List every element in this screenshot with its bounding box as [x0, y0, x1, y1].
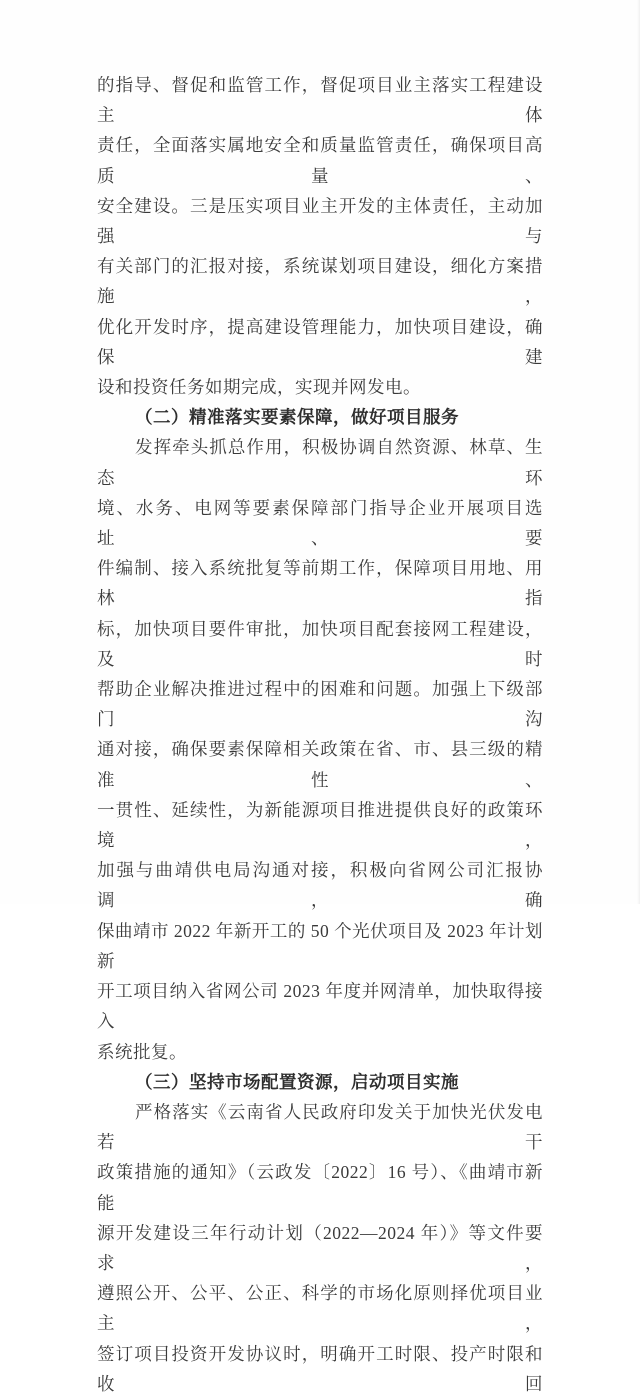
- text-line: 源开发建设三年行动计划（2022—2024 年）》等文件要求，: [97, 1222, 543, 1273]
- section-heading-2: （二）精准落实要素保障，做好项目服务: [135, 407, 459, 428]
- text-line: 设和投资任务如期完成，实现并网发电。: [97, 377, 421, 398]
- document-text-block: [97, 70, 543, 1399]
- text-line: 发挥牵头抓总作用，积极协调自然资源、林草、生态环: [97, 437, 543, 488]
- text-line: 通对接，确保要素保障相关政策在省、市、县三级的精准性、: [97, 739, 543, 790]
- text-line: 境、水务、电网等要素保障部门指导企业开展项目选址、要: [97, 497, 543, 549]
- text-line: 加强与曲靖供电局沟通对接，积极向省网公司汇报协调，确: [97, 860, 543, 911]
- text-line: 严格落实《云南省人民政府印发关于加快光伏发电若干: [97, 1101, 543, 1153]
- text-line: 优化开发时序，提高建设管理能力，加快项目建设，确保建: [97, 316, 543, 367]
- text-line: 有关部门的汇报对接，系统谋划项目建设，细化方案措施，: [97, 256, 543, 307]
- text-line: 遵照公开、公平、公正、科学的市场化原则择优项目业主，: [97, 1283, 543, 1334]
- text-line: 一贯性、延续性，为新能源项目推进提供良好的政策环境，: [97, 799, 543, 851]
- text-line: 签订项目投资开发协议时，明确开工时限、投产时限和收回: [97, 1343, 543, 1394]
- section-heading-3: （三）坚持市场配置资源，启动项目实施: [135, 1071, 459, 1092]
- text-line: 保曲靖市 2022 年新开工的 50 个光伏项目及 2023 年计划新: [97, 920, 543, 971]
- text-line: 责任，全面落实属地安全和质量监管责任，确保项目高质量、: [97, 135, 543, 186]
- text-line: 帮助企业解决推进过程中的困难和问题。加强上下级部门沟: [97, 679, 543, 730]
- text-line: 安全建设。三是压实项目业主开发的主体责任，主动加强与: [97, 195, 543, 247]
- text-line: 件编制、接入系统批复等前期工作，保障项目用地、用林指: [97, 558, 543, 609]
- text-line: 政策措施的通知》（云政发〔2022〕16 号）、《曲靖市新能: [97, 1162, 543, 1213]
- text-line: 的指导、督促和监管工作，督促项目业主落实工程建设主体: [97, 75, 543, 126]
- text-line: 标，加快项目要件审批，加快项目配套接网工程建设，及时: [97, 618, 543, 669]
- text-line: 系统批复。: [97, 1041, 187, 1062]
- text-line: 开工项目纳入省网公司 2023 年度并网清单，加快取得接入: [97, 981, 543, 1032]
